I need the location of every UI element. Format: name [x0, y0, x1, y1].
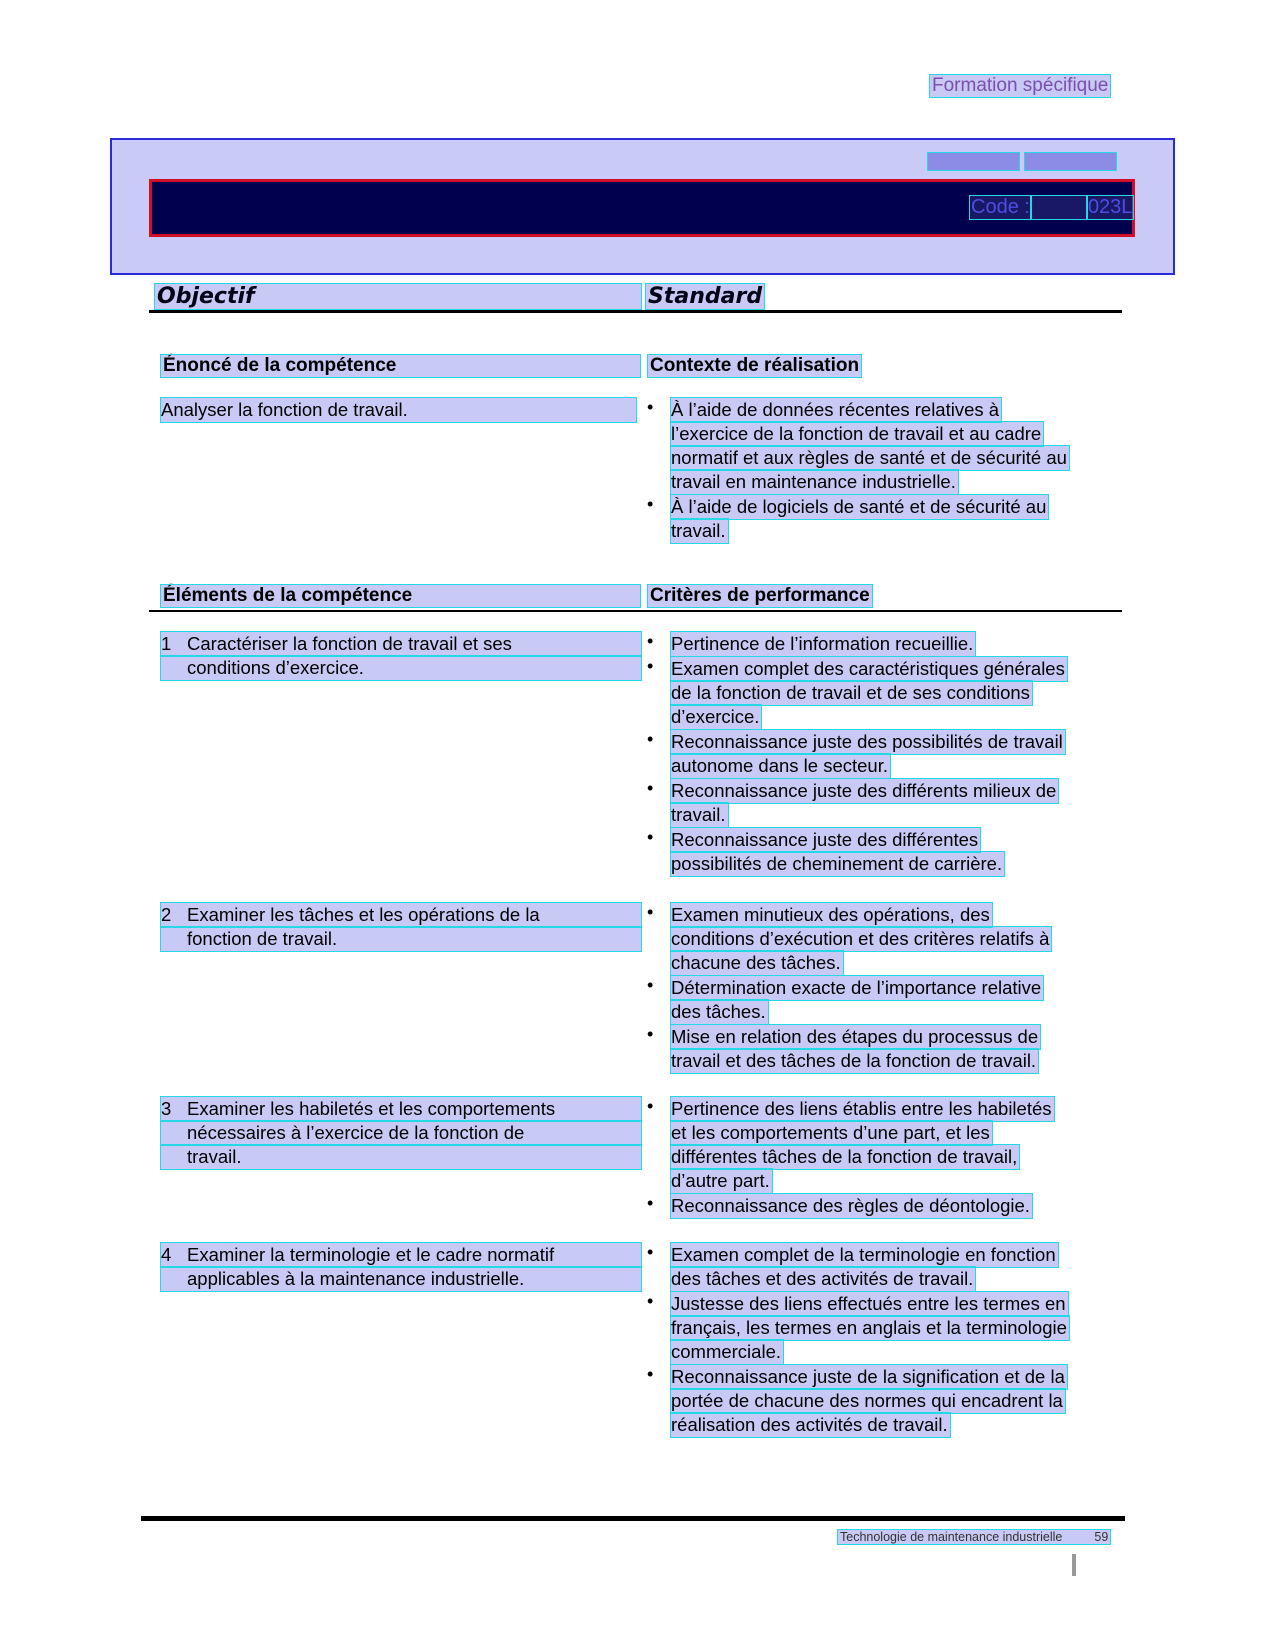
footer-program-title: Technologie de maintenance industrielle	[840, 1530, 1063, 1544]
code-label: Code :	[971, 196, 1030, 218]
element-line	[161, 1267, 641, 1291]
criterion-line: Détermination exacte de l’importance relative	[671, 977, 1042, 998]
criterion-line: Reconnaissance juste des différentes	[671, 829, 979, 850]
criterion-item	[671, 1292, 1069, 1364]
criterion-item	[671, 976, 1043, 1024]
criterion-line: Reconnaissance des règles de déontologie.	[671, 1195, 1030, 1216]
enonce-text: Analyser la fonction de travail.	[161, 398, 636, 422]
element-line	[161, 927, 641, 951]
criterion-line: travail et des tâches de la fonction de travail.	[671, 1050, 1037, 1071]
element-line	[161, 1145, 641, 1169]
element-number: 4	[161, 1244, 172, 1265]
contexte-bullet	[671, 398, 1069, 494]
bullet-icon: •	[647, 827, 654, 847]
footer	[838, 1530, 1110, 1544]
element-text: Examiner les habiletés et les comportements	[187, 1098, 556, 1119]
bullet-icon: •	[647, 778, 654, 798]
code-tab-strip	[928, 153, 1116, 170]
criterion-line: Justesse des liens effectués entre les termes en	[671, 1293, 1066, 1314]
criterion-item	[671, 730, 1065, 778]
code-text	[970, 196, 1133, 219]
criterion-line: À l’aide de données récentes relatives à	[671, 399, 1000, 420]
criterion-item	[671, 632, 975, 656]
criterion-line: normatif et aux règles de santé et de sécurité au	[671, 447, 1067, 468]
element-line	[161, 656, 641, 680]
criterion-line: Examen complet de la terminologie en fonction	[671, 1244, 1056, 1265]
element-item	[161, 632, 641, 680]
contexte-bullet	[671, 495, 1048, 543]
criterion-line: À l’aide de logiciels de santé et de sécurité au	[671, 496, 1047, 517]
criterion-line: Reconnaissance juste de la signification et de la	[671, 1366, 1065, 1387]
criterion-item	[671, 1194, 1032, 1218]
contexte-heading: Contexte de réalisation	[650, 355, 860, 376]
bullet-icon: •	[647, 975, 654, 995]
bullet-icon: •	[647, 1291, 654, 1311]
element-item	[161, 903, 641, 951]
bullet-icon: •	[647, 902, 654, 922]
element-text: fonction de travail.	[187, 928, 338, 949]
criterion-line: Pertinence des liens établis entre les habiletés	[671, 1098, 1052, 1119]
criterion-item	[671, 1097, 1054, 1193]
page-number: 59	[1094, 1530, 1109, 1544]
footer-rule	[141, 1516, 1125, 1521]
element-item	[161, 1243, 641, 1291]
bullet-icon: •	[647, 1193, 654, 1213]
criterion-line: de la fonction de travail et de ses conditions	[671, 682, 1030, 703]
bullet-icon: •	[647, 1096, 654, 1116]
elements-rule	[149, 610, 1122, 612]
element-line	[161, 632, 641, 656]
bullet-icon: •	[647, 656, 654, 676]
element-text: Examiner les tâches et les opérations de la	[187, 904, 540, 925]
bullet-icon: •	[647, 729, 654, 749]
criterion-line: autonome dans le secteur.	[671, 755, 889, 776]
criterion-line: travail en maintenance industrielle.	[671, 471, 956, 492]
criterion-line: Examen minutieux des opérations, des	[671, 904, 990, 925]
criterion-line: conditions d’exécution et des critères relatifs à	[671, 928, 1050, 949]
criterion-item	[671, 779, 1058, 827]
criterion-line: d’autre part.	[671, 1170, 770, 1191]
criterion-line: Reconnaissance juste des différents milieux de	[671, 780, 1057, 801]
element-number: 1	[161, 633, 172, 654]
criteres-heading: Critères de performance	[650, 585, 870, 606]
elements-heading: Éléments de la compétence	[161, 585, 640, 607]
bullet-icon: •	[647, 631, 654, 651]
standard-heading: Standard	[648, 284, 763, 309]
criterion-line: des tâches.	[671, 1001, 766, 1022]
footer-mark	[1072, 1554, 1076, 1576]
criterion-line: différentes tâches de la fonction de travail,	[671, 1146, 1018, 1167]
bullet-icon: •	[647, 1364, 654, 1384]
heading-rule	[149, 310, 1122, 313]
element-text: nécessaires à l’exercice de la fonction de	[187, 1122, 525, 1143]
criterion-line: possibilités de cheminement de carrière.	[671, 853, 1003, 874]
criterion-line: l’exercice de la fonction de travail et au cadre	[671, 423, 1042, 444]
element-text: travail.	[187, 1146, 242, 1167]
criterion-item	[671, 828, 1004, 876]
enonce-heading: Énoncé de la compétence	[161, 355, 640, 377]
criterion-line: des tâches et des activités de travail.	[671, 1268, 974, 1289]
criterion-line: portée de chacune des normes qui encadrent la	[671, 1390, 1063, 1411]
element-line	[161, 903, 641, 927]
element-text: Examiner la terminologie et le cadre normatif	[187, 1244, 555, 1265]
criterion-item	[671, 1025, 1040, 1073]
criterion-line: travail.	[671, 520, 726, 541]
criterion-line: Pertinence de l’information recueillie.	[671, 633, 974, 654]
criterion-line: travail.	[671, 804, 726, 825]
criterion-item	[671, 1365, 1067, 1437]
criterion-item	[671, 657, 1067, 729]
element-line	[161, 1097, 641, 1121]
bullet-icon: •	[647, 1024, 654, 1044]
element-number: 2	[161, 904, 172, 925]
element-text: applicables à la maintenance industrielle.	[187, 1268, 525, 1289]
criterion-item	[671, 903, 1051, 975]
criterion-line: d’exercice.	[671, 706, 760, 727]
element-text: Caractériser la fonction de travail et ses	[187, 633, 512, 654]
bullet-icon: •	[647, 397, 654, 417]
objectif-heading: Objectif	[155, 284, 641, 309]
criterion-line: Examen complet des caractéristiques générales	[671, 658, 1065, 679]
element-text: conditions d’exercice.	[187, 657, 364, 678]
criterion-line: commerciale.	[671, 1341, 781, 1362]
criterion-line: Mise en relation des étapes du processus de	[671, 1026, 1039, 1047]
criterion-line: Reconnaissance juste des possibilités de travail	[671, 731, 1063, 752]
code-value: 023L	[1087, 196, 1133, 218]
criterion-item	[671, 1243, 1058, 1291]
program-label: Formation spécifique	[932, 75, 1109, 96]
criterion-line: chacune des tâches.	[671, 952, 841, 973]
criterion-line: français, les termes en anglais et la terminologie	[671, 1317, 1067, 1338]
element-line	[161, 1121, 641, 1145]
element-item	[161, 1097, 641, 1169]
bullet-icon: •	[647, 1242, 654, 1262]
criterion-line: et les comportements d’une part, et les	[671, 1122, 990, 1143]
bullet-icon: •	[647, 494, 654, 514]
criterion-line: réalisation des activités de travail.	[671, 1414, 948, 1435]
element-line	[161, 1243, 641, 1267]
element-number: 3	[161, 1098, 172, 1119]
